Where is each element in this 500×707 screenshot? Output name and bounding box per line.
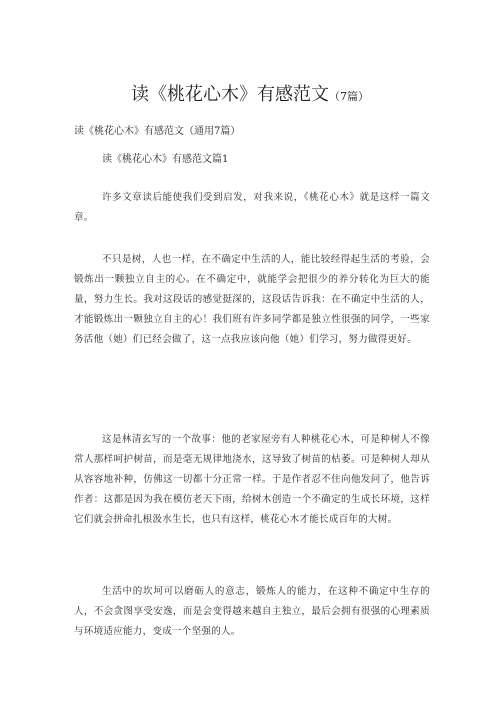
document-title (0, 84, 500, 108)
paragraph-3: 这是林清玄写的一个故事：他的老家屋旁有人种桃花心木，可是种树人不像常人那样呵护树苗，而是毫无规律地浇水，这导致了树苗的枯萎。可是种树人却从从容容地补种，仿佛这一切都十分正常一样。于是作者忍不住向他发问了，他告诉作者：这都是因为我在模仿老天下雨，给树木创造一个不确定的生成长环境，这样它们就会拼命扎根汲水生长，也只有这样，桃花心木才能长成百年的大树。 (74, 433, 430, 526)
paragraph-2: 不只是树，人也一样，在不确定中生活的人，能比较经得起生活的考验，会锻炼出一颗独立自主的心。在不确定中，就能学会把很少的养分转化为巨大的能量，努力生长。我对这段话的感觉挺深的，这段话告诉我：在不确定中生活的人，才能锻炼出一颗独立自主的心！我们班有许多同学都是独立性很强的同学，一些家务活他（她）们已经会做了，这一点我应该向他（她）们学习，努力做得更好。 (74, 253, 430, 346)
paragraph-4: 生活中的坎坷可以磨砺人的意志，锻炼人的能力，在这种不确定中生存的人，不会贪图享受安逸，而是会变得越来越自主独立，最后会拥有很强的心理素质与环境适应能力，变成一个坚强的人。 (74, 585, 430, 637)
document-title-main: 读《桃花心木》有感范文 (131, 84, 329, 105)
document-title-count: （7篇） (329, 90, 369, 103)
section-heading: 读《桃花心木》有感范文篇1 (102, 154, 229, 165)
document-subtitle: 读《桃花心木》有感范文（通用7篇） (74, 126, 241, 137)
paragraph-1: 许多文章读后能使我们受到启发，对我来说，《桃花心木》就是这样一篇文章。 (74, 191, 430, 223)
